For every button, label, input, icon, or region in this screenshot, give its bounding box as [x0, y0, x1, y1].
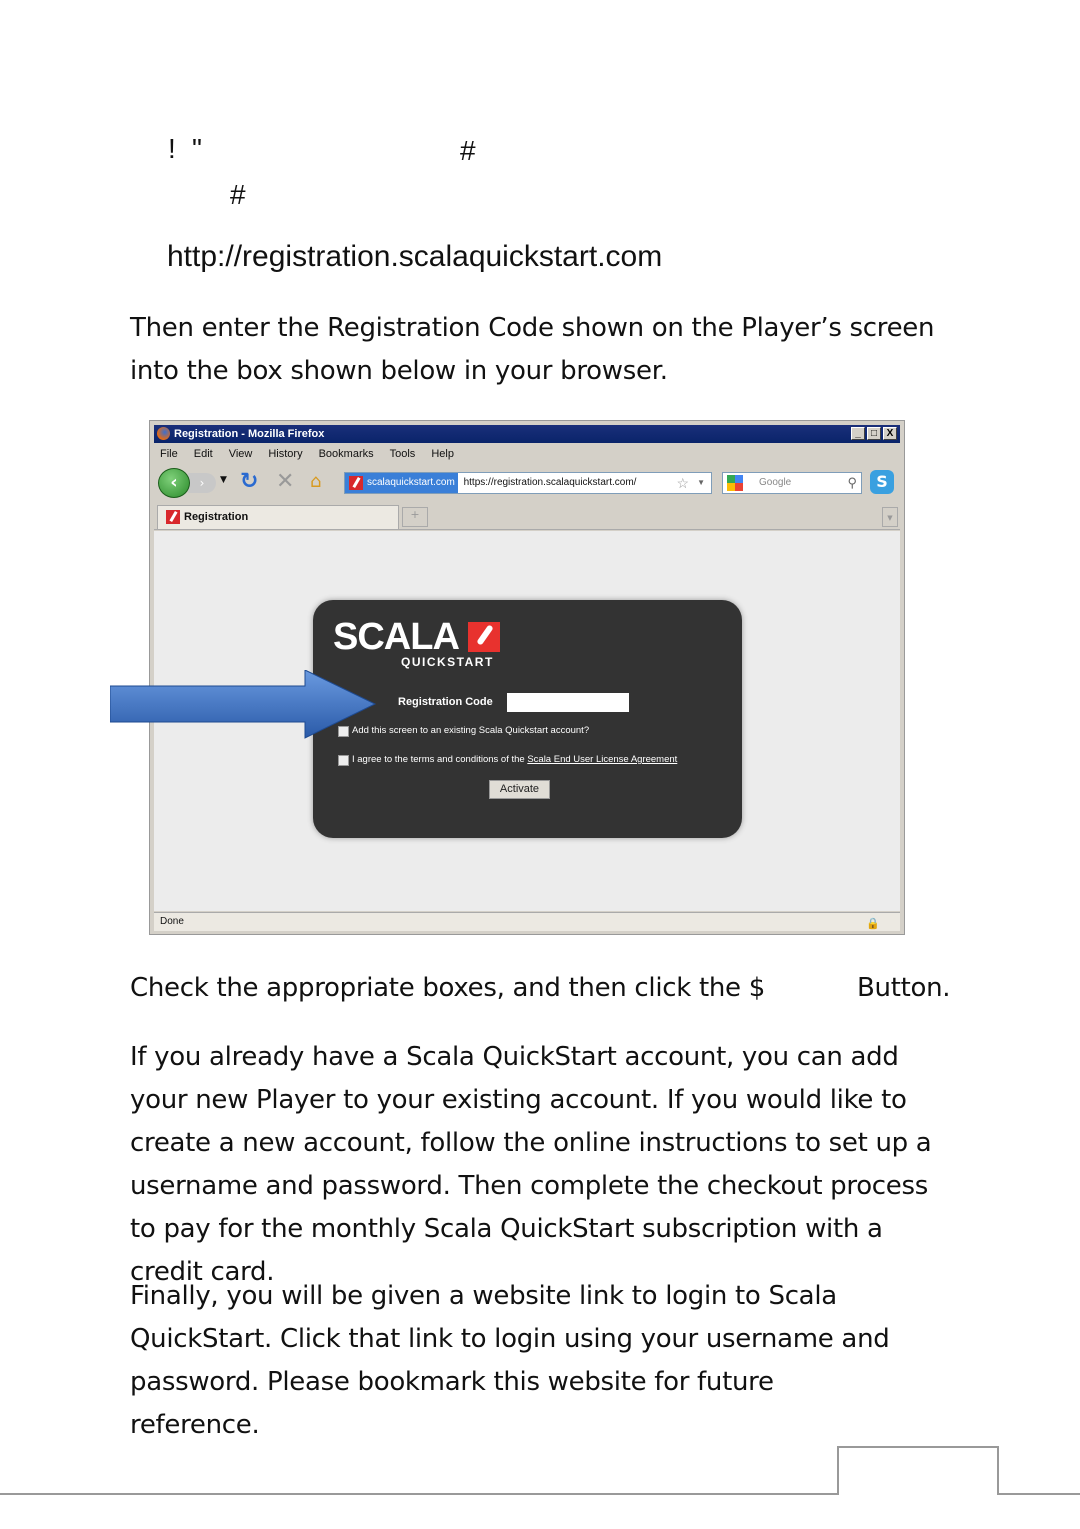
history-dropdown-icon[interactable]: ▼	[220, 475, 227, 485]
heading-glyph: "	[192, 133, 202, 164]
address-bar[interactable]	[344, 472, 712, 494]
heading-glyph: !	[168, 133, 176, 164]
tab-registration[interactable]	[157, 505, 399, 529]
quickstart-label: QUICKSTART	[401, 655, 494, 669]
click-instruction-text: Check the appropriate boxes, and then click the $	[130, 973, 765, 1003]
status-bar	[154, 912, 900, 931]
home-icon[interactable]: ⌂	[310, 471, 322, 492]
forward-button[interactable]: ›	[188, 473, 216, 493]
maximize-button[interactable]: □	[867, 427, 881, 440]
click-instruction-button-word: Button.	[857, 973, 951, 1003]
footer-rule	[0, 1493, 838, 1495]
scala-logo: SCALA	[333, 616, 459, 658]
close-button[interactable]: X	[883, 427, 897, 440]
click-instruction	[130, 967, 1030, 1010]
registration-code-label: Registration Code	[398, 696, 493, 708]
tab-label: Registration	[184, 511, 249, 523]
heading-glyph: #	[230, 179, 246, 210]
footer-rule	[998, 1493, 1080, 1495]
page-number-box	[837, 1446, 999, 1495]
eula-link[interactable]: Scala End User License Agreement	[527, 754, 678, 765]
navigation-toolbar	[154, 465, 900, 501]
window-title	[154, 425, 900, 443]
eula-label	[352, 754, 677, 765]
url-dropdown-icon[interactable]: ▼	[697, 478, 705, 487]
menu-view[interactable]: View	[228, 448, 253, 460]
stop-icon[interactable]: ✕	[276, 469, 295, 494]
search-box[interactable]	[722, 472, 862, 494]
menu-edit[interactable]: Edit	[193, 448, 213, 460]
lock-icon: 🔒	[866, 918, 880, 930]
login-paragraph: Finally, you will be given a website link to login to Scala QuickStart. Click that link to login using your username and password. Please bookmark this website for future reference.	[130, 1281, 890, 1440]
google-icon[interactable]	[727, 475, 743, 491]
menu-bar	[160, 448, 454, 460]
menu-help[interactable]: Help	[431, 448, 454, 460]
new-tab-button[interactable]: +	[402, 507, 428, 527]
search-icon[interactable]: ⚲	[847, 475, 857, 490]
scala-favicon	[349, 476, 363, 490]
tab-bar	[154, 504, 900, 530]
minimize-button[interactable]: _	[851, 427, 865, 440]
account-paragraph: If you already have a Scala QuickStart account, you can add your new Player to your existing account. If you would like to create a new account, follow the online instructions to set up a username and password. Then complete the checkout process to pay for the monthly Scala QuickStart subscription with a credit card.	[130, 1042, 932, 1287]
menu-history[interactable]: History	[268, 448, 303, 460]
scala-favicon	[166, 510, 180, 524]
menu-tools[interactable]: Tools	[389, 448, 416, 460]
back-button[interactable]: ‹	[158, 468, 190, 498]
pointer-arrow	[110, 670, 380, 742]
reload-icon[interactable]: ↻	[240, 469, 259, 494]
status-text: Done	[160, 916, 184, 927]
heading-glyph: #	[460, 135, 476, 166]
eula-prefix: I agree to the terms and conditions of the	[352, 754, 528, 765]
tab-list-button[interactable]: ▼	[882, 507, 898, 527]
window-title-text: Registration - Mozilla Firefox	[174, 428, 325, 440]
site-identity[interactable]	[345, 473, 458, 493]
bookmark-star-icon[interactable]: ☆	[676, 475, 689, 491]
activate-button[interactable]: Activate	[489, 780, 550, 799]
skype-icon[interactable]: S	[870, 470, 894, 494]
registration-url[interactable]: http://registration.scalaquickstart.com	[167, 240, 663, 273]
registration-code-input[interactable]	[507, 693, 629, 712]
instruction-paragraph: Then enter the Registration Code shown on the Player’s screen into the box shown below in your browser.	[130, 313, 935, 386]
address-text: https://registration.scalaquickstart.com/	[463, 477, 637, 488]
scala-logo-mark	[468, 622, 500, 652]
menu-file[interactable]: File	[160, 448, 178, 460]
search-placeholder: Google	[759, 477, 792, 488]
eula-checkbox[interactable]	[338, 755, 349, 766]
firefox-icon	[157, 427, 170, 440]
site-identity-text: scalaquickstart.com	[367, 477, 455, 488]
existing-account-label: Add this screen to an existing Scala Quickstart account?	[352, 725, 590, 736]
menu-bookmarks[interactable]: Bookmarks	[318, 448, 374, 460]
